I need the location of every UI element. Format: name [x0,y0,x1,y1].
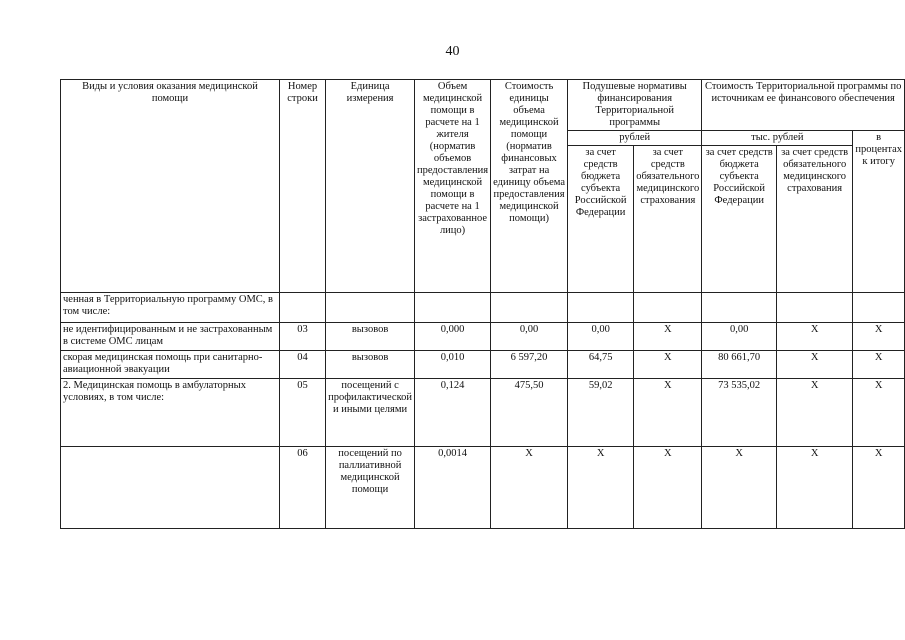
row-cost-budget: 80 661,70 [702,351,777,379]
table-row [61,447,905,529]
row-name: ченная в Территориальную программу ОМС, в том числе: [61,293,280,323]
page-number: 40 [445,44,460,59]
row-number: 06 [279,447,325,529]
row-cost: 0,00 [491,323,568,351]
row-cost-oms: Х [776,323,852,351]
row-cost-oms: Х [776,447,852,529]
row-cost-oms: Х [776,379,852,447]
header-cost-budget: за счет средств бюджета субъекта Российской Федерации [702,146,777,293]
row-volume: 0,010 [415,351,491,379]
header-unit-cost: Стоимость единицы объема медицинской помощи (норматив финансовых затрат на единицу объема предоставления медицинской помощи) [491,80,568,293]
header-norms-unit: рублей [568,131,702,146]
row-norm-oms: Х [634,379,702,447]
header-unit: Единица измерения [326,80,415,293]
row-number: 05 [279,379,325,447]
row-percent: Х [853,447,905,529]
row-volume: 0,000 [415,323,491,351]
row-cost [491,293,568,323]
row-unit: посещений с профилактической и иными целями [326,379,415,447]
row-norm-budget: 0,00 [568,323,634,351]
table-row [61,323,905,351]
row-cost-budget: 0,00 [702,323,777,351]
row-name: скорая медицинская помощь при санитарно-авиационной эвакуации [61,351,280,379]
header-per-capita-norms: Подушевые нормативы финансирования Территориальной программы [568,80,702,131]
row-norm-budget [568,293,634,323]
row-unit: вызовов [326,351,415,379]
row-cost: 475,50 [491,379,568,447]
table-row [61,293,905,323]
row-name [61,447,280,529]
row-volume [415,293,491,323]
row-cost-budget: Х [702,447,777,529]
row-cost: 6 597,20 [491,351,568,379]
row-volume: 0,0014 [415,447,491,529]
table-row [61,351,905,379]
header-row-number: Номер строки [279,80,325,293]
header-kinds-of-care: Виды и условия оказания медицинской помощи [61,80,280,293]
row-name: 2. Медицинская помощь в амбулаторных условиях, в том числе: [61,379,280,447]
row-norm-oms: Х [634,447,702,529]
row-cost-oms: Х [776,351,852,379]
row-number [279,293,325,323]
row-number: 03 [279,323,325,351]
row-norm-budget: Х [568,447,634,529]
table-row [61,379,905,447]
row-cost: Х [491,447,568,529]
row-norm-oms [634,293,702,323]
row-unit [326,293,415,323]
row-norm-oms: Х [634,351,702,379]
row-unit: посещений по паллиативной медицинской помощи [326,447,415,529]
header-program-cost: Стоимость Территориальной программы по источникам ее финансового обеспечения [702,80,905,131]
row-name: не идентифицированным и не застрахованным в системе ОМС лицам [61,323,280,351]
row-percent: Х [853,351,905,379]
row-percent: Х [853,323,905,351]
row-cost-budget [702,293,777,323]
row-norm-budget: 64,75 [568,351,634,379]
row-percent: Х [853,379,905,447]
row-norm-oms: Х [634,323,702,351]
row-volume: 0,124 [415,379,491,447]
row-cost-oms [776,293,852,323]
header-volume: Объем медицинской помощи в расчете на 1 жителя (норматив объемов предоставления медицинской помощи в расчете на 1 застрахованное лицо) [415,80,491,293]
header-norm-budget: за счет средств бюджета субъекта Российской Федерации [568,146,634,293]
header-cost-unit: тыс. рублей [702,131,853,146]
row-norm-budget: 59,02 [568,379,634,447]
financing-table [60,79,905,529]
row-number: 04 [279,351,325,379]
row-cost-budget: 73 535,02 [702,379,777,447]
row-unit: вызовов [326,323,415,351]
header-cost-oms: за счет средств обязательного медицинского страхования [776,146,852,293]
row-percent [853,293,905,323]
header-norm-oms: за счет средств обязательного медицинского страхования [634,146,702,293]
header-percent: в процентах к итогу [853,131,905,293]
